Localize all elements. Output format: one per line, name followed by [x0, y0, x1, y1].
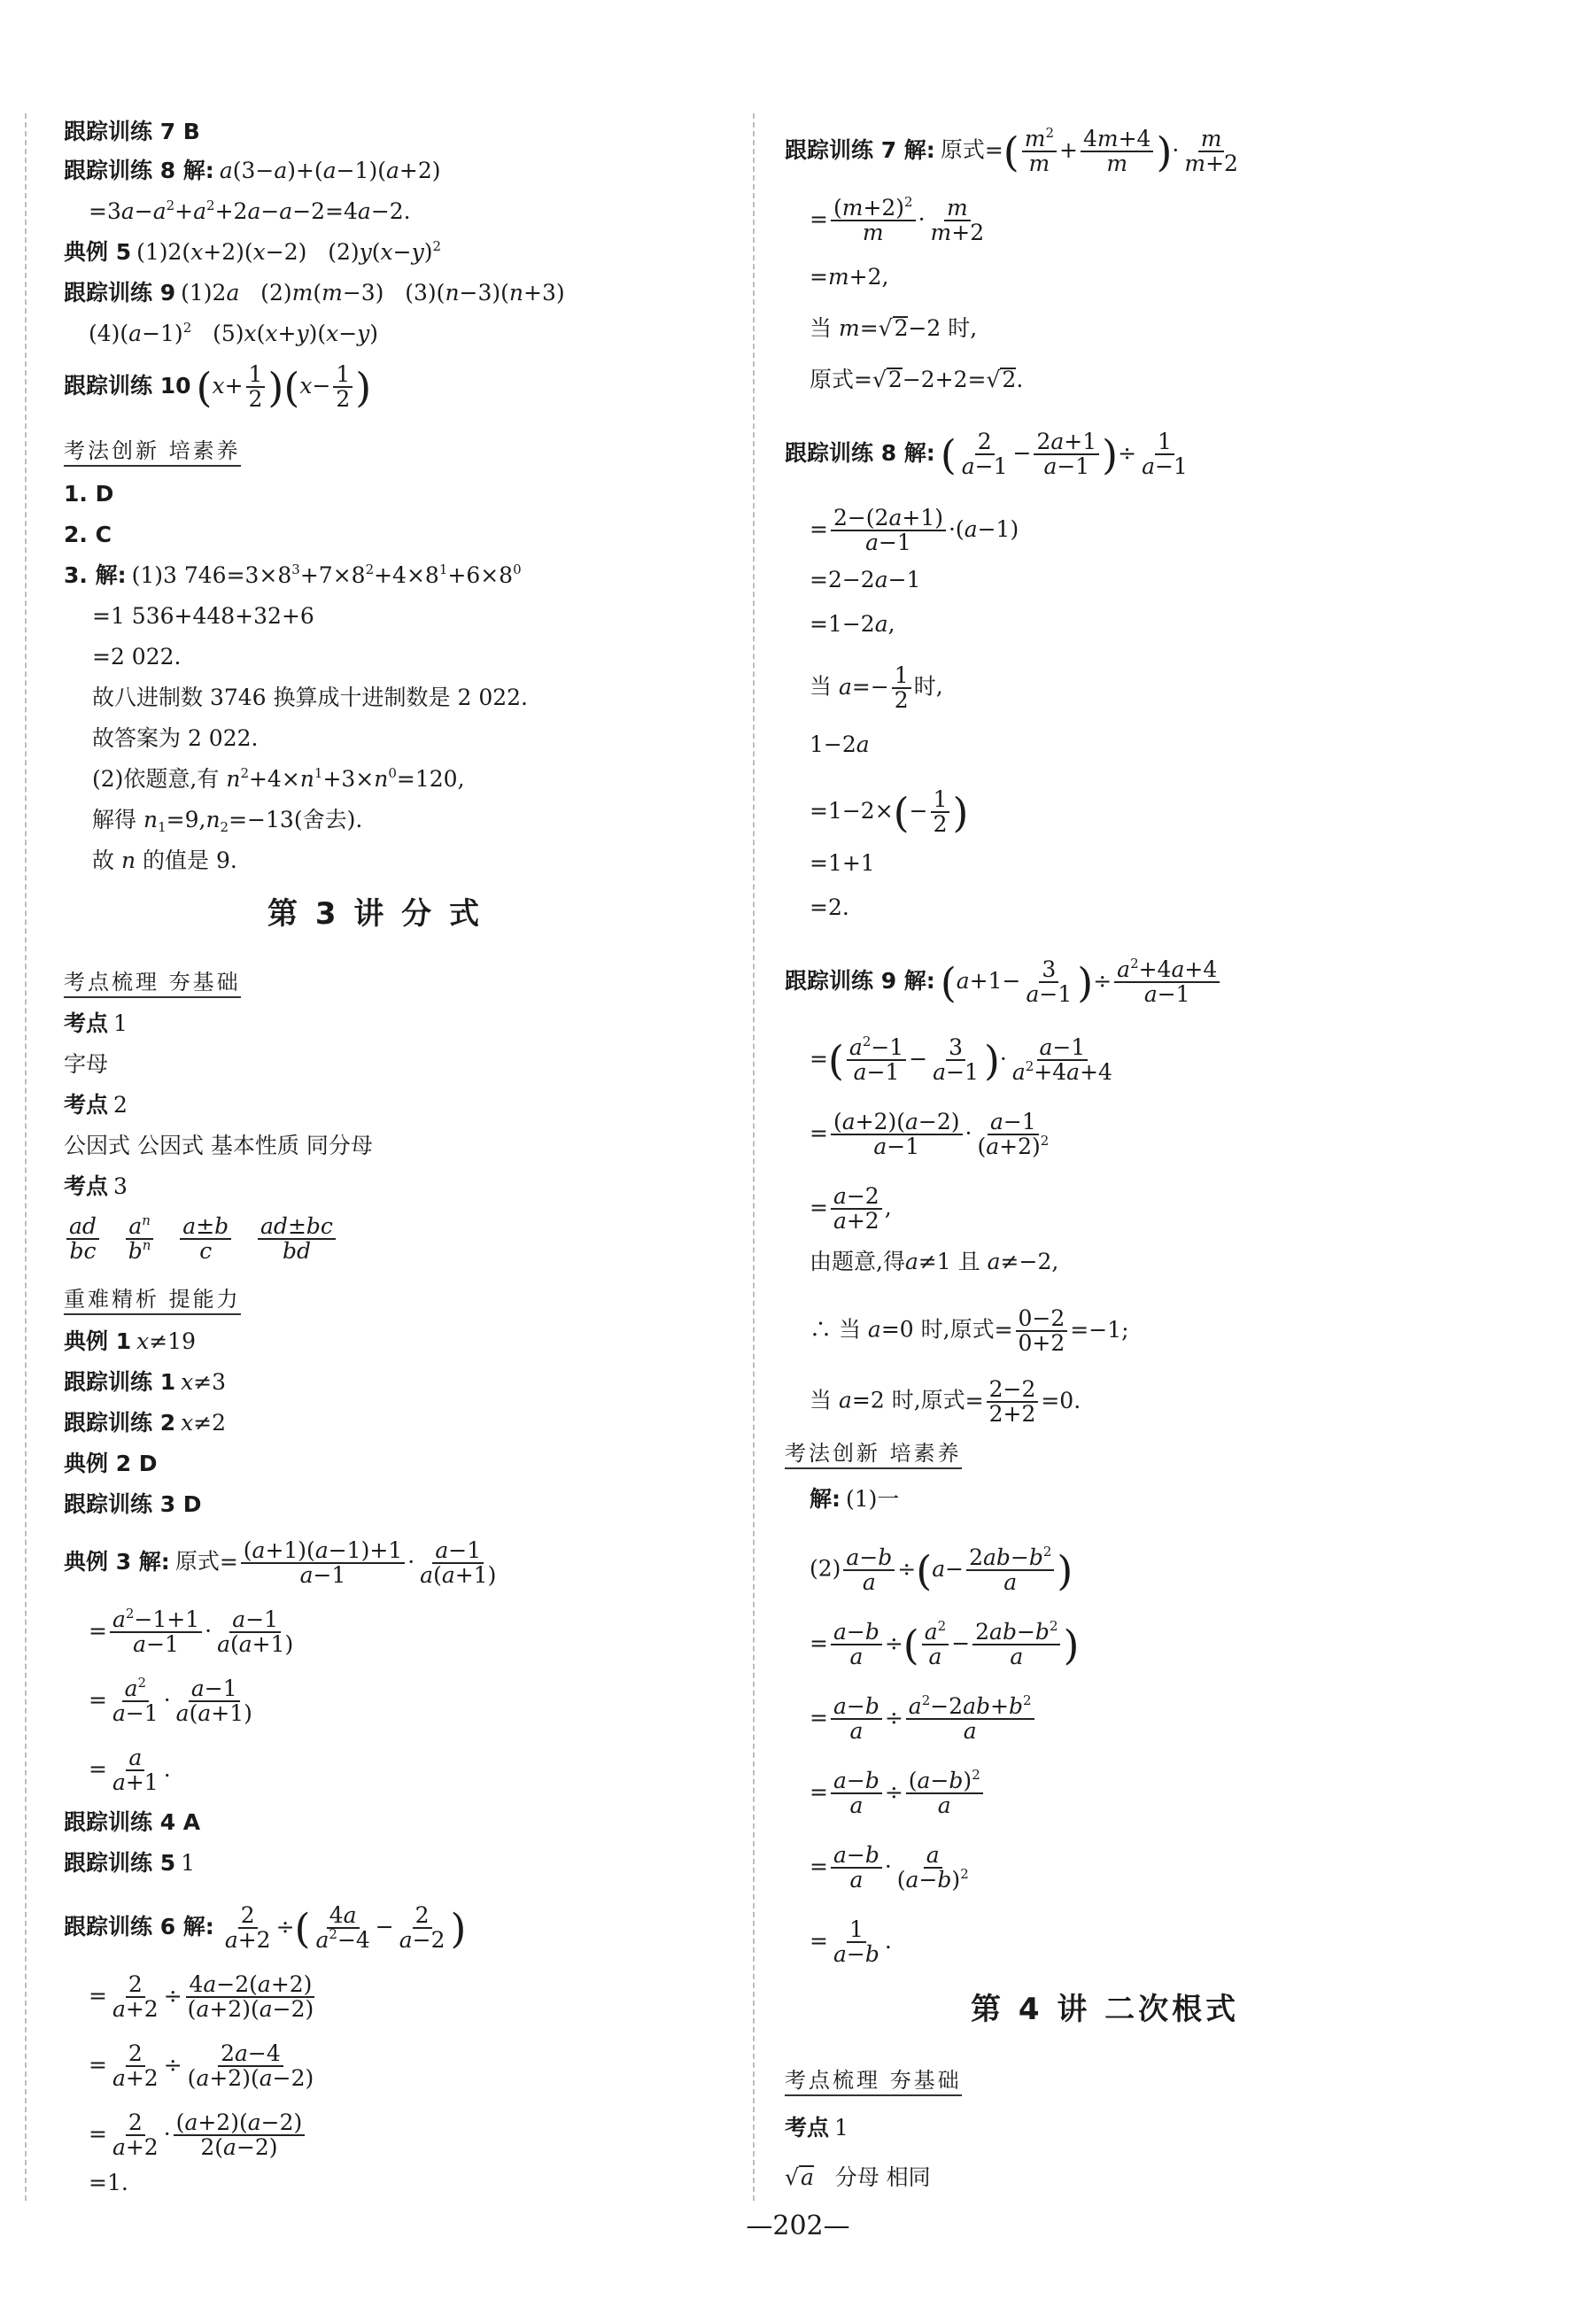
math-expr: = $\frac{a^2}{a-1}$ · $\frac{a-1}{a(a+1)}$ [89, 1675, 252, 1726]
r-track-8-line-1: 跟踪训练 8 解: ( $\frac{2}{a-1}$ − $\frac{2a+1}{a-1}$ )÷ $\frac{1}{a-1}$ [785, 430, 1193, 478]
lecture-3-title: 第 3 讲 分 式 [267, 896, 484, 932]
answer-3-line-5: 故答案为 2 022. [92, 725, 259, 751]
right-column [785, 0, 1564, 2307]
math-expr: =1−2a, [810, 611, 895, 637]
left-margin-line [25, 113, 27, 2201]
r-track-8-line-5: 当 a=− $\frac{1}{2}$ 时, [810, 662, 943, 713]
r-section-header-kaofa: 考法创新 培素养 [785, 1440, 962, 1467]
left-line-7 [64, 363, 371, 411]
math-expr: =2. [810, 894, 849, 920]
track-3: 跟踪训练 3 D [64, 1491, 202, 1517]
r-track-8-line-3 [785, 567, 920, 593]
answer-3-line-6: (2)依题意,有 $n^2+4\times n^1+3\times n^0=120$, [92, 765, 465, 792]
math-expr: =( $\frac{a^2-1}{a-1}$ − $\frac{3}{a-1}$ )· $\frac{a-1}{a^2+4a+4}$ [810, 1034, 1112, 1085]
r-track-7-line-2 [785, 194, 989, 245]
math-expr: m=√2−2 [838, 315, 941, 341]
r-track-8-line-8 [785, 850, 875, 877]
r-sol-line-3 [785, 1618, 1080, 1669]
r-track-8-line-6 [785, 732, 870, 758]
left-line-6 [64, 321, 378, 347]
math-expr: $\frac{2}{a+2}$ ÷( $\frac{4a}{a^2-4}$ − $\frac{2}{a-2}$ ) [224, 1902, 467, 1953]
kaodian-3: 考点 3 [64, 1173, 128, 1199]
math-expr: (x+ $\frac{1}{2}$ )(x− $\frac{1}{2}$ ) [196, 361, 372, 412]
answer-3-line-2 [64, 603, 314, 630]
math-expr: (1)2a (2)m(m−3) (3)(n−3)(n+3) [181, 280, 565, 306]
left-line-5 [64, 280, 565, 306]
r-track-8-line-2 [785, 507, 1019, 554]
track-5: 跟踪训练 5 1 [64, 1850, 196, 1876]
r-section-header-kaodian: 考点梳理 夯基础 [785, 2067, 962, 2094]
math-expr: x≠2 [181, 1410, 227, 1436]
math-expr: = $\frac{2}{a+2}$ ÷ $\frac{2a-4}{(a+2)(a-2)}$ [89, 2040, 314, 2091]
answer-3-line-3 [64, 644, 181, 670]
math-expr: =2−2a−1 [810, 567, 921, 592]
r-track-8-line-4 [785, 611, 895, 638]
r-sol-line-1: 解: (1)一 [810, 1486, 900, 1512]
math-expr: = $\frac{2-2}{2+2}$ =0. [965, 1376, 1081, 1427]
math-expr: =√2−2+2=√2. [854, 367, 1024, 392]
kaodian-2: 考点 2 [64, 1092, 128, 1118]
math-expr: (a+1− $\frac{3}{a-1}$ )÷ $\frac{a^2+4a+4}{a-1}$ [941, 968, 1222, 994]
math-expr: = $\frac{a-b}{a}$ · $\frac{a}{(a-b)^2}$ [810, 1842, 969, 1893]
r-track-7-line-1: 跟踪训练 7 解: 原式=( $\frac{m^2}{m}$ + $\frac{4m+4}{m}$ )· $\frac{m}{m+2}$ [785, 128, 1243, 175]
math-expr: $=3a-a^2+a^2+2a-a-2=4a-2$. [89, 197, 411, 224]
section-header-zhongnan: 重难精析 提能力 [64, 1286, 241, 1312]
left-line-2 [64, 158, 441, 184]
left-column [64, 0, 737, 2307]
answer-1: 1. D [64, 481, 114, 507]
r-sol-line-6 [785, 1844, 974, 1892]
answer-3-line-8: 故 n 的值是 9. [92, 848, 237, 873]
r-track-7-line-4: 当 m=√2−2 时, [810, 315, 978, 341]
math-expr: =1+1 [810, 850, 875, 876]
math-expr: = $\frac{(a+1)(a-1)+1}{a-1}$ · $\frac{a-1}{a(a+1)}$ [219, 1537, 497, 1588]
left-line-4 [64, 239, 441, 266]
kaodian-1: 考点 1 [64, 1010, 128, 1036]
math-expr: x≠3 [181, 1369, 227, 1395]
math-expr: a≠1 [904, 1249, 951, 1274]
math-expr: = $\frac{1}{a-b}$ . [810, 1916, 892, 1967]
r-sol-line-7 [785, 1918, 892, 1966]
math-expr: a=0 [867, 1316, 914, 1343]
math-expr: (1)3 $746=3\times 8^3+7\times 8^2+4\times 8^1+6\times 8^0$ [131, 561, 522, 588]
math-expr: = $\frac{a-2}{a+2}$ , [810, 1183, 892, 1234]
kaodian-2-answer: 公因式 公因式 基本性质 同分母 [64, 1133, 373, 1158]
math-expr: a≠−2, [987, 1249, 1059, 1274]
track-4: 跟踪训练 4 A [64, 1809, 201, 1835]
example-3-line-1: 典例 3 解: 原式= $\frac{(a+1)(a-1)+1}{a-1}$ · $\frac{a-1}{a(a+1)}$ [64, 1539, 501, 1587]
math-expr: =1 536+448+32+6 [92, 603, 314, 629]
section-header-kaodian: 考点梳理 夯基础 [64, 969, 241, 995]
label-track-10: 跟踪训练 10 [64, 372, 191, 399]
label-track-9: 跟踪训练 9 [64, 280, 176, 306]
math-expr: =m+2, [810, 264, 889, 290]
left-line-3 [64, 198, 411, 225]
track-6-line-5 [64, 2170, 128, 2196]
r-sol-line-2: (2) $\frac{a-b}{a}$ ÷(a− $\frac{2ab-b^2}{a}$ ) [810, 1544, 1073, 1595]
kaodian-3-answer [64, 1212, 338, 1264]
r-sol-line-4 [785, 1692, 1037, 1744]
math-expr: a=2 [838, 1387, 885, 1413]
track-6-line-1: 跟踪训练 6 解: $\frac{2}{a+2}$ ÷( $\frac{4a}{a^2-4}$ − $\frac{2}{a-2}$ ) [64, 1902, 467, 1953]
kaodian-1-answer: 字母 [64, 1051, 109, 1077]
answer-3-line-4: 故八进制数 3746 换算成十进制数是 2 022. [92, 685, 528, 710]
r-track-9-line-1: 跟踪训练 9 解: (a+1− $\frac{3}{a-1}$ )÷ $\frac{a^2+4a+4}{a-1}$ [785, 958, 1222, 1006]
math-expr: $\frac{ad}{bc}$ $\frac{a^n}{b^n}$ $\frac{a\pm b}{c}$ $\frac{ad\pm bc}{bd}$ [64, 1225, 338, 1250]
r-track-8-line-7 [785, 788, 968, 836]
answer-2: 2. C [64, 522, 112, 547]
math-expr: =1. [89, 2170, 128, 2195]
math-expr: $(4)(a-1)^2$ (5)x(x+y)(x−y) [89, 320, 379, 346]
r-track-9-line-3 [785, 1111, 1054, 1158]
column-divider [753, 113, 755, 2201]
r-track-9-line-7: 当 a=2 时,原式= $\frac{2-2}{2+2}$ =0. [810, 1376, 1081, 1427]
track-6-line-2 [64, 1973, 319, 2021]
track-1: 跟踪训练 1 x≠3 [64, 1369, 227, 1395]
section-header-kaofa: 考法创新 培素养 [64, 437, 241, 464]
math-expr: x≠19 [136, 1328, 196, 1354]
track-6-line-3 [64, 2042, 319, 2090]
math-expr: √a [785, 2164, 814, 2190]
r-track-9-line-2 [785, 1036, 1118, 1084]
math-expr: = $\frac{(m+2)^2}{m}$ · $\frac{m}{m+2}$ [810, 194, 985, 245]
r-track-7-line-5: 原式=√2−2+2=√2. [810, 367, 1024, 392]
example-3-line-4 [64, 1746, 171, 1794]
math-expr: a(3−a)+(a−1)(a+2) [219, 158, 441, 183]
math-expr: = $\frac{(a+2)(a-2)}{a-1}$ · $\frac{a-1}{(a+2)^2}$ [810, 1109, 1050, 1159]
example-2: 典例 2 D [64, 1451, 158, 1476]
math-expr: a=− $\frac{1}{2}$ [839, 674, 914, 700]
page-number: —202— [746, 2210, 850, 2241]
math-expr: 1−2a [810, 732, 870, 757]
math-expr: = $\frac{2-(2a+1)}{a-1}$ ·(a−1) [810, 505, 1019, 555]
math-expr: = $\frac{2}{a+2}$ ÷ $\frac{4a-2(a+2)}{(a+2)(a-2)}$ [89, 1971, 314, 2022]
r-track-8-line-9 [785, 894, 849, 921]
math-expr: = $\frac{0-2}{0+2}$ =−1; [994, 1305, 1129, 1356]
math-expr: =1−2×(− $\frac{1}{2}$ ) [810, 786, 969, 837]
r-kaodian-1-answer: √a 分母 相同 [785, 2164, 931, 2190]
math-expr: = $\frac{a}{a+1}$ . [89, 1745, 171, 1795]
r-track-7-line-3 [785, 264, 888, 290]
track-2: 跟踪训练 2 x≠2 [64, 1410, 227, 1436]
math-expr: = $\frac{2}{a+2}$ · $\frac{(a+2)(a-2)}{2(a-2)}$ [89, 2121, 307, 2147]
label-track-7: 跟踪训练 7 B [64, 119, 200, 144]
example-3-line-2 [64, 1608, 298, 1656]
math-expr: ( $\frac{2}{a-1}$ − $\frac{2a+1}{a-1}$ )÷ $\frac{1}{a-1}$ [940, 429, 1188, 479]
label-track-8: 跟踪训练 8 解: [64, 158, 214, 183]
math-expr: = $\frac{a-b}{a}$ ÷ $\frac{a^2-2ab+b^2}{a}$ [810, 1705, 1037, 1730]
math-expr: = $\frac{a^2-1+1}{a-1}$ · $\frac{a-1}{a(a+1)}$ [89, 1606, 294, 1657]
answer-3-line-7: 解得 $n_1=9,n_2=-13$(舍去). [92, 807, 363, 835]
answer-3-line-1: 3. 解: (1)3 $746=3\times 8^3+7\times 8^2+4\times 8^1+6\times 8^0$ [64, 561, 522, 588]
left-line-1 [64, 119, 205, 145]
track-6-line-4 [64, 2111, 307, 2159]
r-sol-line-5 [785, 1769, 986, 1817]
math-expr: $n^2+4\times n^1+3\times n^0=120$, [226, 765, 465, 792]
math-expr: = $\frac{a-b}{a}$ ÷( $\frac{a^2}{a}$ − $\frac{2ab-b^2}{a}$ ) [810, 1618, 1080, 1669]
r-kaodian-1: 考点 1 [785, 2115, 848, 2141]
r-track-9-line-6: ∴ 当 a=0 时,原式= $\frac{0-2}{0+2}$ =−1; [810, 1305, 1129, 1356]
r-track-9-line-5: 由题意,得a≠1 且 a≠−2, [810, 1249, 1059, 1274]
lecture-4-title: 第 4 讲 二次根式 [971, 1992, 1240, 2027]
math-expr: $\frac{a-b}{a}$ ÷(a− $\frac{2ab-b^2}{a}$ ) [841, 1556, 1073, 1582]
math-expr: =( $\frac{m^2}{m}$ + $\frac{4m+4}{m}$ )· $\frac{m}{m+2}$ [984, 125, 1238, 176]
math-expr: $n_1=9,n_2=-13$ [143, 807, 294, 835]
math-expr: =2 022. [92, 644, 182, 670]
example-1: 典例 1 x≠19 [64, 1328, 196, 1354]
math-expr: (1)2(x+2)(x−2) $(2)y(x-y)^2$ [136, 238, 442, 265]
math-expr: = $\frac{a-b}{a}$ ÷ $\frac{(a-b)^2}{a}$ [810, 1779, 986, 1805]
example-3-line-3 [64, 1677, 258, 1725]
r-track-9-line-4 [785, 1185, 892, 1233]
label-example-5: 典例 5 [64, 239, 132, 265]
